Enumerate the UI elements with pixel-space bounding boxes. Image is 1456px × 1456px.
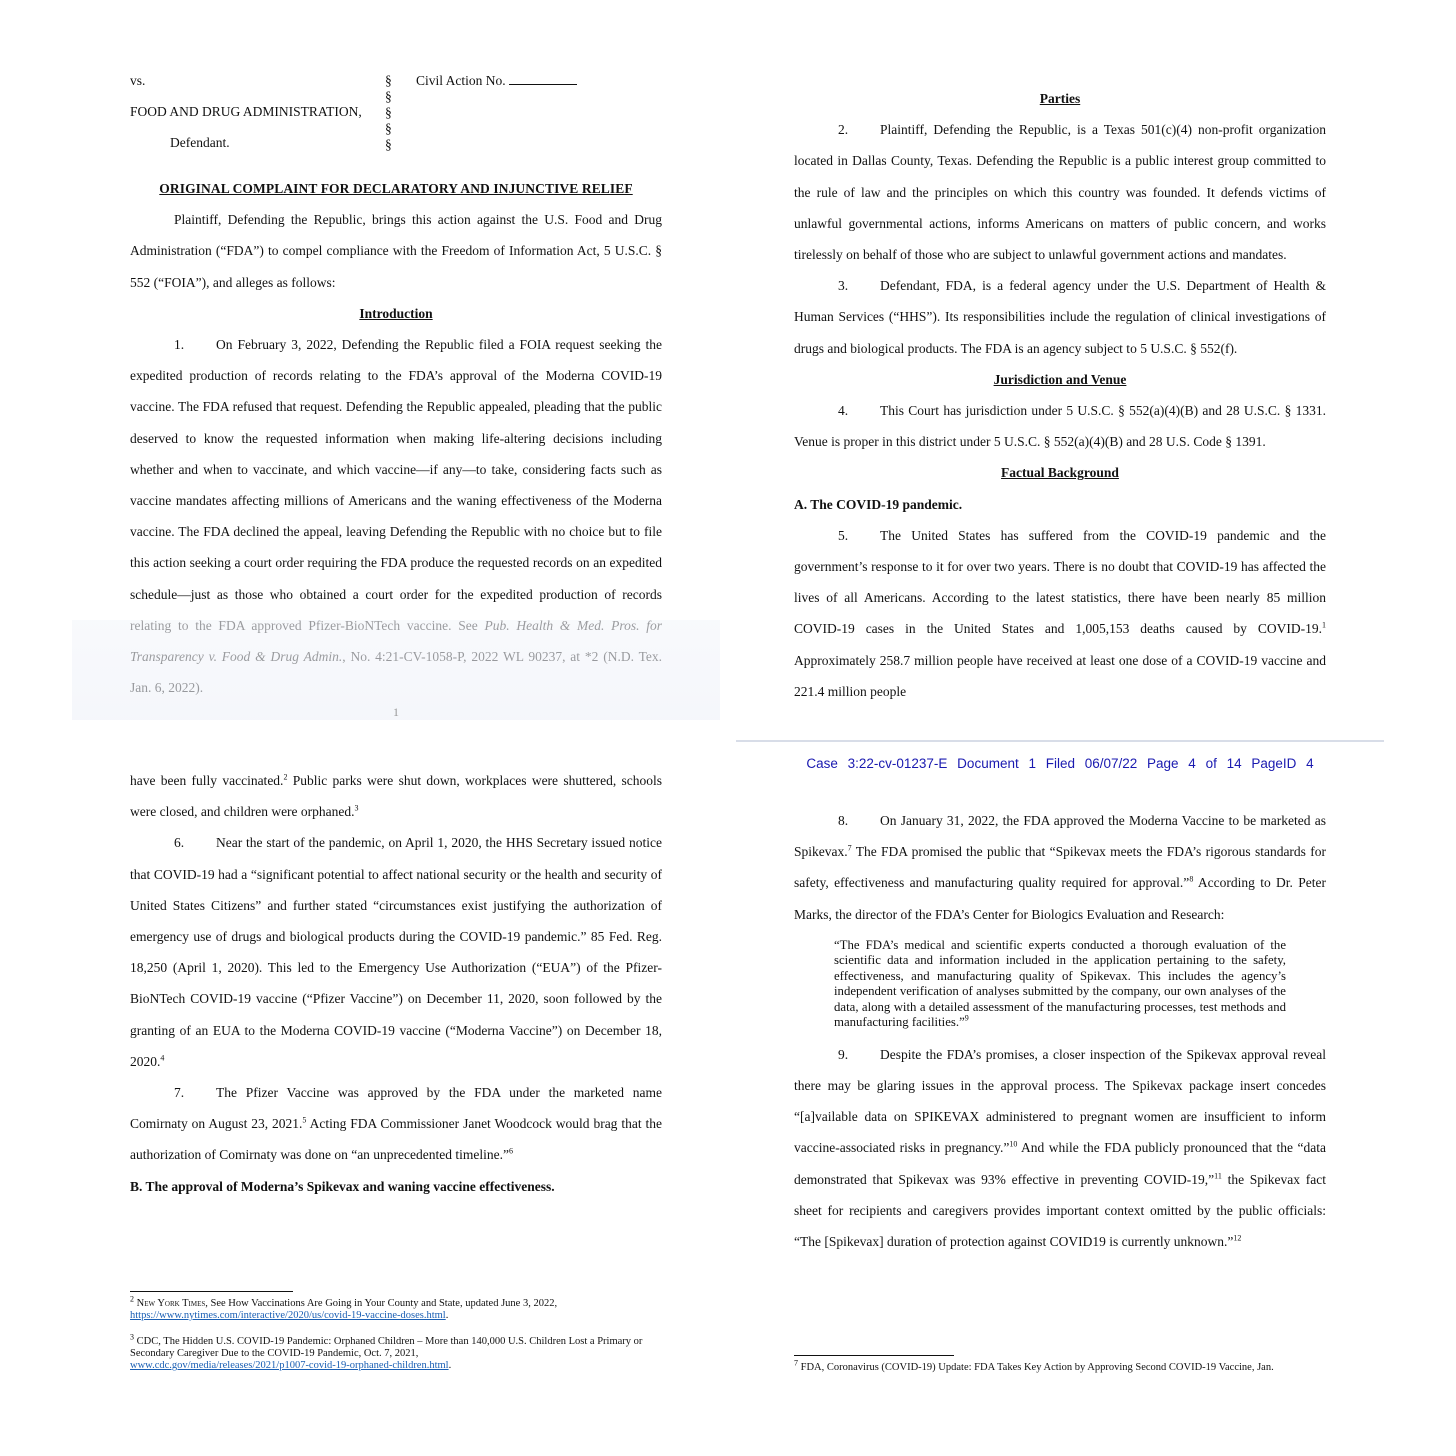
section-mark: §	[385, 137, 392, 152]
footnote-ref[interactable]: 1	[1322, 620, 1326, 630]
section-mark: §	[385, 89, 392, 104]
footnotes	[794, 1358, 1326, 1374]
footnote-ref[interactable]: 4	[160, 1053, 165, 1063]
paragraph-8: 8. On January 31, 2022, the FDA approved the Moderna Vaccine to be marketed as Spikevax.$^7$ The FDA promised the public that “Spikevax meets the FDA’s rigorous standards for safety, effectiveness and manufacturing quality required for approval.”$^8$ According to Dr. Peter Marks, the director of the FDA’s Center for Biologics Evaluation and Research:	[794, 813, 1326, 922]
intro-paragraph: Plaintiff, Defending the Republic, brings this action against the U.S. Food and Drug Administration (“FDA”) to compel compliance with the Freedom of Information Act, 5 U.S.C. § 552 (“FOIA”), and alleges as follows:	[130, 212, 662, 290]
footnote-ref[interactable]: 8	[1189, 874, 1194, 884]
caption-vs: vs.	[130, 73, 146, 88]
footnote-ref[interactable]: 3	[354, 803, 359, 813]
footnote-ref[interactable]: 12	[1233, 1233, 1242, 1243]
footnote-ref[interactable]: 9	[964, 1014, 969, 1024]
footnote-ref[interactable]: 5	[302, 1115, 307, 1125]
page-top-border	[736, 740, 1384, 742]
caption-defendant-name: FOOD AND DRUG ADMINISTRATION,	[130, 104, 362, 119]
footnote-ref[interactable]: 11	[1214, 1171, 1222, 1181]
footnote-ref[interactable]: 7	[847, 843, 852, 853]
civil-action-label: Civil Action No.	[416, 73, 577, 89]
footnotes	[130, 1294, 662, 1372]
paragraph-2: 2. Plaintiff, Defending the Republic, is a Texas 501(c)(4) non-profit organization located in Dallas County, Texas. Defending the Republic is a public interest group committed to the rule of law and the principles on which this country was founded. It defends victims of unlawful governmental actions, informs Americans on matters of public concern, and works tirelessly on behalf of those who are subject to unlawful government actions and mandates.	[794, 122, 1326, 263]
block-quote: “The FDA’s medical and scientific experts conducted a thorough evaluation of the scientific data and information included in the application pertaining to the safety, effectiveness, and manufacturing quality of Spikevax. This includes the agency’s independent verification of analyses submitted by the company, our own analyses of the data, along with a detailed assessment of the manufacturing processes, test methods and manufacturing facilities.”$^9$	[834, 937, 1286, 1030]
paragraph-1: 1. On February 3, 2022, Defending the Republic filed a FOIA request seeking the expedited production of records relating to the FDA’s approval of the Moderna COVID-19 vaccine. The FDA refused that request. Defending the Republic appealed, pleading that the public deserved to know the requested information when making life-altering decisions including whether and when to vaccinate, and which vaccine—if any—to take, considering facts such as vaccine mandates affecting millions of Americans and the waning effectiveness of the Moderna vaccine. The FDA declined the appeal, leaving Defending the Republic with no choice but to file this action seeking a court order requiring the FDA produce the requested records on an expedited schedule—just as those who obtained a court order for the expedited production of records	[130, 329, 662, 703]
subheading-a: A. The COVID-19 pandemic.	[794, 496, 963, 512]
footnote-divider	[794, 1355, 954, 1356]
complaint-title: ORIGINAL COMPLAINT FOR DECLARATORY AND INJUNCTIVE RELIEF	[159, 181, 633, 196]
paragraph-5-continued: have been fully vaccinated.$^2$ Public parks were shut down, workplaces were shuttered, schools were closed, and children were orphaned.$^3$	[130, 772, 662, 820]
section-mark: §	[385, 73, 392, 88]
paragraph-5: 5. The United States has suffered from the COVID-19 pandemic and the government’s response to it for over two years. There is no doubt that COVID-19 has affected the lives of all Americans. According to the latest statistics, there have been nearly 85 million COVID-19 cases in the United States and 1,005,153 deaths caused by COVID-19.$^1$ Approximately 258.7 million people have received at least one dose of a COVID-19 vaccine and 221.4 million people	[794, 527, 1326, 699]
footnote-ref[interactable]: 2	[283, 772, 288, 782]
complaint-page-3	[72, 740, 720, 1400]
subheading-b: B. The approval of Moderna’s Spikevax and waning vaccine effectiveness.	[130, 1178, 555, 1194]
paragraph-4: 4. This Court has jurisdiction under 5 U.S.C. § 552(a)(4)(B) and 28 U.S.C. § 1331. Venue is proper in this district under 5 U.S.C. § 552(a)(4)(B) and 28 U.S. Code § 1391.	[794, 403, 1326, 450]
footnote-7: $^7$ FDA, Coronavirus (COVID-19) Update: FDA Takes Key Action by Approving Second COVID-19 Vaccine, Jan.	[794, 1358, 1274, 1373]
section-mark: §	[385, 105, 392, 120]
footnote-3: $^3$ CDC, The Hidden U.S. COVID-19 Pandemic: Orphaned Children – More than 140,000 U.S. Children Lost a Primary or Secondary Caregiver Due to the COVID-19 Pandemic, Oct. 7, 2021, www.cdc.gov/media/releases/2021/p1007-covid-19-orphaned-children.html.	[130, 1332, 643, 1371]
introduction-heading: Introduction	[359, 305, 433, 321]
complaint-page-2	[736, 55, 1384, 720]
footnote-2: $^2$ New York Times, See How Vaccinations Are Going in Your County and State, updated June 3, 2022, https://www.nytimes.com/interactive/2020/us/covid-19-vaccine-doses.html.	[130, 1294, 558, 1321]
parties-heading: Parties	[1039, 91, 1081, 106]
paragraph-9: 9. Despite the FDA’s promises, a closer inspection of the Spikevax approval reveal there may be glaring issues in the approval process. The Spikevax package insert concedes “[a]vailable data on SPIKEVAX administered to pregnant women are insufficient to inform vaccine-associated risks in pregnancy.”$^{10}$ And while the FDA publicly pronounced that the “data demonstrated that Spikevax was 93% effective in preventing COVID-19,”$^{11}$ the Spikevax fact sheet for recipients and caregivers provides important context omitted by the public officials: “The [Spikevax] duration of protection against COVID19 is currently unknown.”$^{12}$	[794, 1046, 1327, 1250]
complaint-page-4	[736, 740, 1384, 1400]
paragraph-7: 7. The Pfizer Vaccine was approved by the FDA under the marketed name Comirnaty on August 23, 2021.$^5$ Acting FDA Commissioner Janet Woodcock would brag that the authorization of Comirnaty was done on “an unprecedented timeline.”$^6$	[130, 1085, 662, 1163]
section-mark: §	[385, 121, 392, 136]
factual-background-heading: Factual Background	[1001, 465, 1119, 481]
complaint-page-1	[72, 55, 720, 720]
page-number: 1	[393, 705, 399, 719]
footnote-3-link[interactable]: www.cdc.gov/media/releases/2021/p1007-covid-19-orphaned-children.html	[130, 1360, 449, 1371]
caption-defendant-label: Defendant.	[170, 135, 230, 150]
footnote-2-link[interactable]: https://www.nytimes.com/interactive/2020/us/covid-19-vaccine-doses.html	[130, 1310, 446, 1321]
footnote-ref[interactable]: 6	[509, 1146, 513, 1156]
paragraph-6: 6. Near the start of the pandemic, on April 1, 2020, the HHS Secretary issued notice that COVID-19 had a “significant potential to affect national security or the health and security of United States Citizens” and further stated “circumstances exist justifying the authorization of emergency use of drugs and biological products during the COVID-19 pandemic.” 85 Fed. Reg. 18,250 (April 1, 2020). This led to the Emergency Use Authorization (“EUA”) of the Pfizer-BioNTech COVID-19 vaccine (“Pfizer Vaccine”) on December 11, 2020, soon followed by the granting of an EUA to the Moderna COVID-19 vaccine (“Moderna Vaccine”) on December 18, 2020.$^4$	[130, 835, 662, 1069]
civil-action-blank	[509, 74, 577, 85]
footnote-ref[interactable]: 10	[1009, 1139, 1018, 1149]
jurisdiction-heading: Jurisdiction and Venue	[993, 371, 1127, 387]
paragraph-3: 3. Defendant, FDA, is a federal agency under the U.S. Department of Health & Human Services (“HHS”). Its responsibilities include the regulation of clinical investigations of drugs and biological products. The FDA is an agency subject to 5 U.S.C. § 552(f).	[794, 278, 1326, 356]
case-header: Case 3:22-cv-01237-E Document 1 Filed 06/07/22 Page 4 of 14 PageID 4	[806, 756, 1314, 771]
footnote-divider	[130, 1291, 293, 1292]
